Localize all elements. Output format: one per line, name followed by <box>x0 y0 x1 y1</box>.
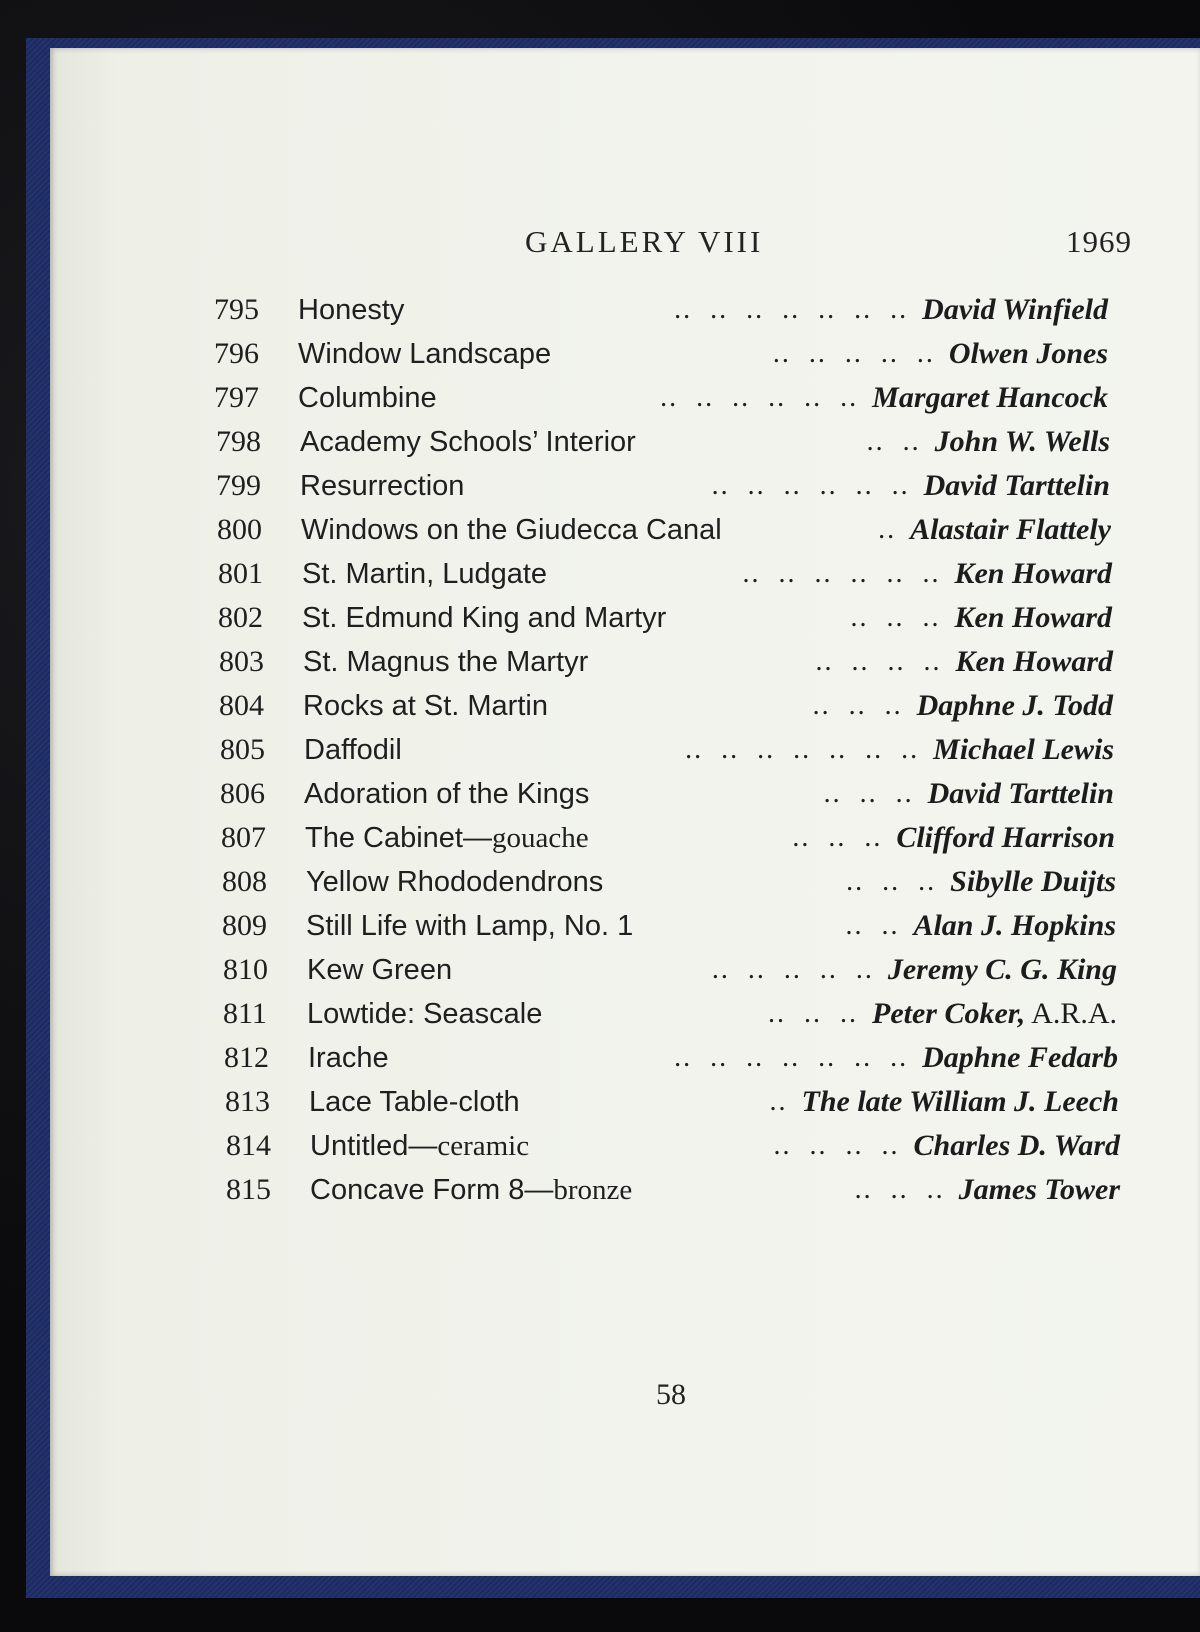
gallery-title: GALLERY VIII <box>525 224 764 259</box>
entry-number: 812 <box>224 1041 269 1074</box>
entry-artist <box>954 552 1112 596</box>
entry-title <box>308 1036 389 1080</box>
entry-number: 802 <box>218 601 263 634</box>
leader-dots: .. .. .. .. .. .. <box>660 382 859 413</box>
entry-number: 800 <box>217 513 262 546</box>
entry-medium: ceramic <box>437 1130 530 1162</box>
entry-title-text: Honesty <box>298 294 405 326</box>
entry-artist <box>933 728 1114 772</box>
catalogue-entry <box>50 1168 1200 1212</box>
entry-number: 806 <box>220 777 265 810</box>
catalogue-entry <box>50 332 1200 376</box>
catalogue-entry <box>50 640 1200 684</box>
leader-dots: .. .. .. <box>768 998 858 1029</box>
entry-number: 814 <box>226 1129 271 1162</box>
artist-name: David Tarttelin <box>927 777 1114 810</box>
entry-title <box>309 1080 520 1124</box>
artist-honour: A.R.A. <box>1025 997 1117 1030</box>
entry-title <box>307 992 542 1036</box>
entry-title-text: Lace Table-cloth <box>309 1086 520 1118</box>
leader-dots: .. .. .. <box>854 1174 945 1205</box>
entry-title <box>298 332 551 376</box>
entry-title-text: Concave Form 8— <box>310 1174 554 1206</box>
entry-title-text: Columbine <box>298 382 437 414</box>
entry-artist <box>910 508 1111 552</box>
leader-dots: .. <box>769 1086 788 1117</box>
artist-name: David Winfield <box>922 293 1108 326</box>
entry-artist <box>872 376 1108 420</box>
entry-number: 809 <box>222 909 267 942</box>
catalogue-entry <box>50 948 1200 992</box>
leader-dots: .. .. .. <box>792 822 883 853</box>
entry-title <box>306 860 603 904</box>
entry-artist <box>917 684 1113 728</box>
catalogue-entry <box>50 684 1200 728</box>
leader-dots: .. .. <box>866 426 921 457</box>
entry-number: 815 <box>226 1173 271 1206</box>
entry-title-text: Adoration of the Kings <box>304 778 590 810</box>
entry-number: 810 <box>223 953 268 986</box>
catalogue-year: 1969 <box>1066 224 1132 259</box>
entry-title-text: Irache <box>308 1042 389 1074</box>
leader-dots: .. .. <box>845 910 900 941</box>
entry-title-text: Lowtide: Seascale <box>307 998 543 1030</box>
artist-name: Ken Howard <box>954 601 1112 634</box>
entry-title-text: Resurrection <box>300 470 465 502</box>
entry-number: 799 <box>216 469 261 502</box>
entry-title-text: Untitled— <box>310 1130 438 1162</box>
catalogue-entry <box>50 596 1200 640</box>
entry-title-text: Academy Schools’ Interior <box>300 426 636 458</box>
entry-title <box>310 1168 632 1212</box>
entry-title <box>300 464 464 508</box>
entry-number: 811 <box>223 997 267 1030</box>
catalogue-entry <box>50 420 1200 464</box>
entry-title <box>303 640 588 684</box>
leader-dots: .. .. .. .. .. <box>711 954 874 985</box>
entry-title-text: Windows on the Giudecca Canal <box>301 514 722 546</box>
entry-number: 797 <box>214 381 259 414</box>
entry-number: 796 <box>214 337 259 370</box>
entry-title <box>306 904 633 948</box>
entry-title <box>303 684 548 728</box>
entry-title <box>302 596 666 640</box>
artist-name: Michael Lewis <box>933 733 1114 766</box>
entry-artist <box>935 420 1110 464</box>
entry-number: 801 <box>218 557 263 590</box>
entry-title-text: Daffodil <box>304 734 402 766</box>
catalogue-entry <box>50 816 1200 860</box>
entry-title-text: Kew Green <box>307 954 453 986</box>
catalogue-entry <box>50 508 1200 552</box>
catalogue-entry <box>50 728 1200 772</box>
entry-title <box>300 420 636 464</box>
entry-artist <box>888 948 1117 992</box>
entry-artist <box>950 860 1116 904</box>
entry-artist <box>914 1124 1120 1168</box>
entry-artist <box>913 904 1116 948</box>
entry-artist <box>896 816 1115 860</box>
entry-title-text: The Cabinet— <box>305 822 492 854</box>
artist-name: Jeremy C. G. King <box>887 953 1117 986</box>
entry-number: 808 <box>222 865 267 898</box>
entry-artist <box>872 992 1117 1036</box>
entry-title-text: St. Magnus the Martyr <box>303 646 589 678</box>
entry-title <box>298 288 404 332</box>
entry-title <box>301 508 722 552</box>
entry-number: 804 <box>219 689 264 722</box>
entry-number: 807 <box>221 821 266 854</box>
artist-name: Charles D. Ward <box>913 1129 1120 1162</box>
entry-artist <box>922 288 1108 332</box>
artist-name: David Tarttelin <box>923 469 1110 502</box>
leader-dots: .. .. .. <box>850 602 941 633</box>
artist-name: Daphne Fedarb <box>922 1041 1118 1074</box>
entry-number: 798 <box>216 425 261 458</box>
catalogue-entry <box>50 464 1200 508</box>
leader-dots: .. .. .. .. .. .. .. <box>685 734 920 765</box>
leader-dots: .. .. .. .. .. .. .. <box>674 1042 909 1073</box>
entry-title-text: Rocks at St. Martin <box>303 690 548 722</box>
entry-title <box>304 728 402 772</box>
catalogue-entry <box>50 860 1200 904</box>
catalogue-entry <box>50 288 1200 332</box>
entry-artist <box>928 772 1114 816</box>
entry-artist <box>954 596 1112 640</box>
leader-dots: .. .. .. <box>812 690 903 721</box>
entry-title <box>307 948 452 992</box>
catalogue-entry <box>50 1124 1200 1168</box>
entry-artist <box>959 1168 1120 1212</box>
artist-name: Ken Howard <box>955 645 1113 678</box>
entry-title-text: Still Life with Lamp, No. 1 <box>306 910 634 942</box>
catalogue-entry <box>50 552 1200 596</box>
artist-name: Peter Coker, <box>872 997 1026 1030</box>
entry-artist <box>949 332 1108 376</box>
catalogue-entry <box>50 992 1200 1036</box>
artist-name: William J. Leech <box>909 1085 1119 1118</box>
leader-dots: .. .. .. .. .. <box>772 338 935 369</box>
entry-title <box>304 772 589 816</box>
entry-title <box>305 816 589 860</box>
catalogue-entry <box>50 1080 1200 1124</box>
entry-title-text: Yellow Rhododendrons <box>306 866 604 898</box>
page-header <box>50 224 1200 264</box>
entry-artist <box>802 1080 1119 1124</box>
catalogue-page <box>50 48 1200 1576</box>
entry-artist <box>924 464 1110 508</box>
leader-dots: .. .. .. .. <box>815 646 942 677</box>
entry-title-text: St. Martin, Ludgate <box>302 558 548 590</box>
entry-title-text: St. Edmund King and Martyr <box>302 602 667 634</box>
artist-name: James Tower <box>958 1173 1120 1206</box>
leader-dots: .. .. .. .. .. .. <box>711 470 910 501</box>
entry-number: 805 <box>220 733 265 766</box>
artist-name: Clifford Harrison <box>896 821 1115 854</box>
leader-dots: .. .. .. .. .. .. .. <box>674 294 909 325</box>
leader-dots: .. .. .. .. <box>773 1130 900 1161</box>
artist-name: Alan J. Hopkins <box>913 909 1116 942</box>
leader-dots: .. <box>878 514 897 545</box>
page-number: 58 <box>656 1378 686 1411</box>
artist-name: Margaret Hancock <box>872 381 1108 414</box>
entry-number: 795 <box>214 293 259 326</box>
entry-number: 813 <box>225 1085 270 1118</box>
entry-artist <box>955 640 1113 684</box>
artist-name: Alastair Flattely <box>910 513 1111 546</box>
entry-artist <box>922 1036 1118 1080</box>
entry-number: 803 <box>219 645 264 678</box>
leader-dots: .. .. .. <box>823 778 914 809</box>
entry-title-text: Window Landscape <box>298 338 552 370</box>
entry-title <box>298 376 437 420</box>
leader-dots: .. .. .. .. .. .. <box>742 558 941 589</box>
artist-name: Ken Howard <box>954 557 1112 590</box>
artist-name: Sibylle Duijts <box>950 865 1116 898</box>
entry-title <box>302 552 547 596</box>
artist-name: Daphne J. Todd <box>916 689 1113 722</box>
catalogue-entry <box>50 772 1200 816</box>
entry-medium: gouache <box>492 822 589 854</box>
entry-medium: bronze <box>553 1174 633 1206</box>
artist-name: Olwen Jones <box>948 337 1108 370</box>
entry-title <box>310 1124 529 1168</box>
catalogue-entries <box>50 288 1200 1212</box>
leader-dots: .. .. .. <box>846 866 937 897</box>
artist-name: John W. Wells <box>934 425 1110 458</box>
catalogue-entry <box>50 376 1200 420</box>
catalogue-entry <box>50 1036 1200 1080</box>
catalogue-entry <box>50 904 1200 948</box>
artist-prefix: The late <box>801 1085 910 1118</box>
